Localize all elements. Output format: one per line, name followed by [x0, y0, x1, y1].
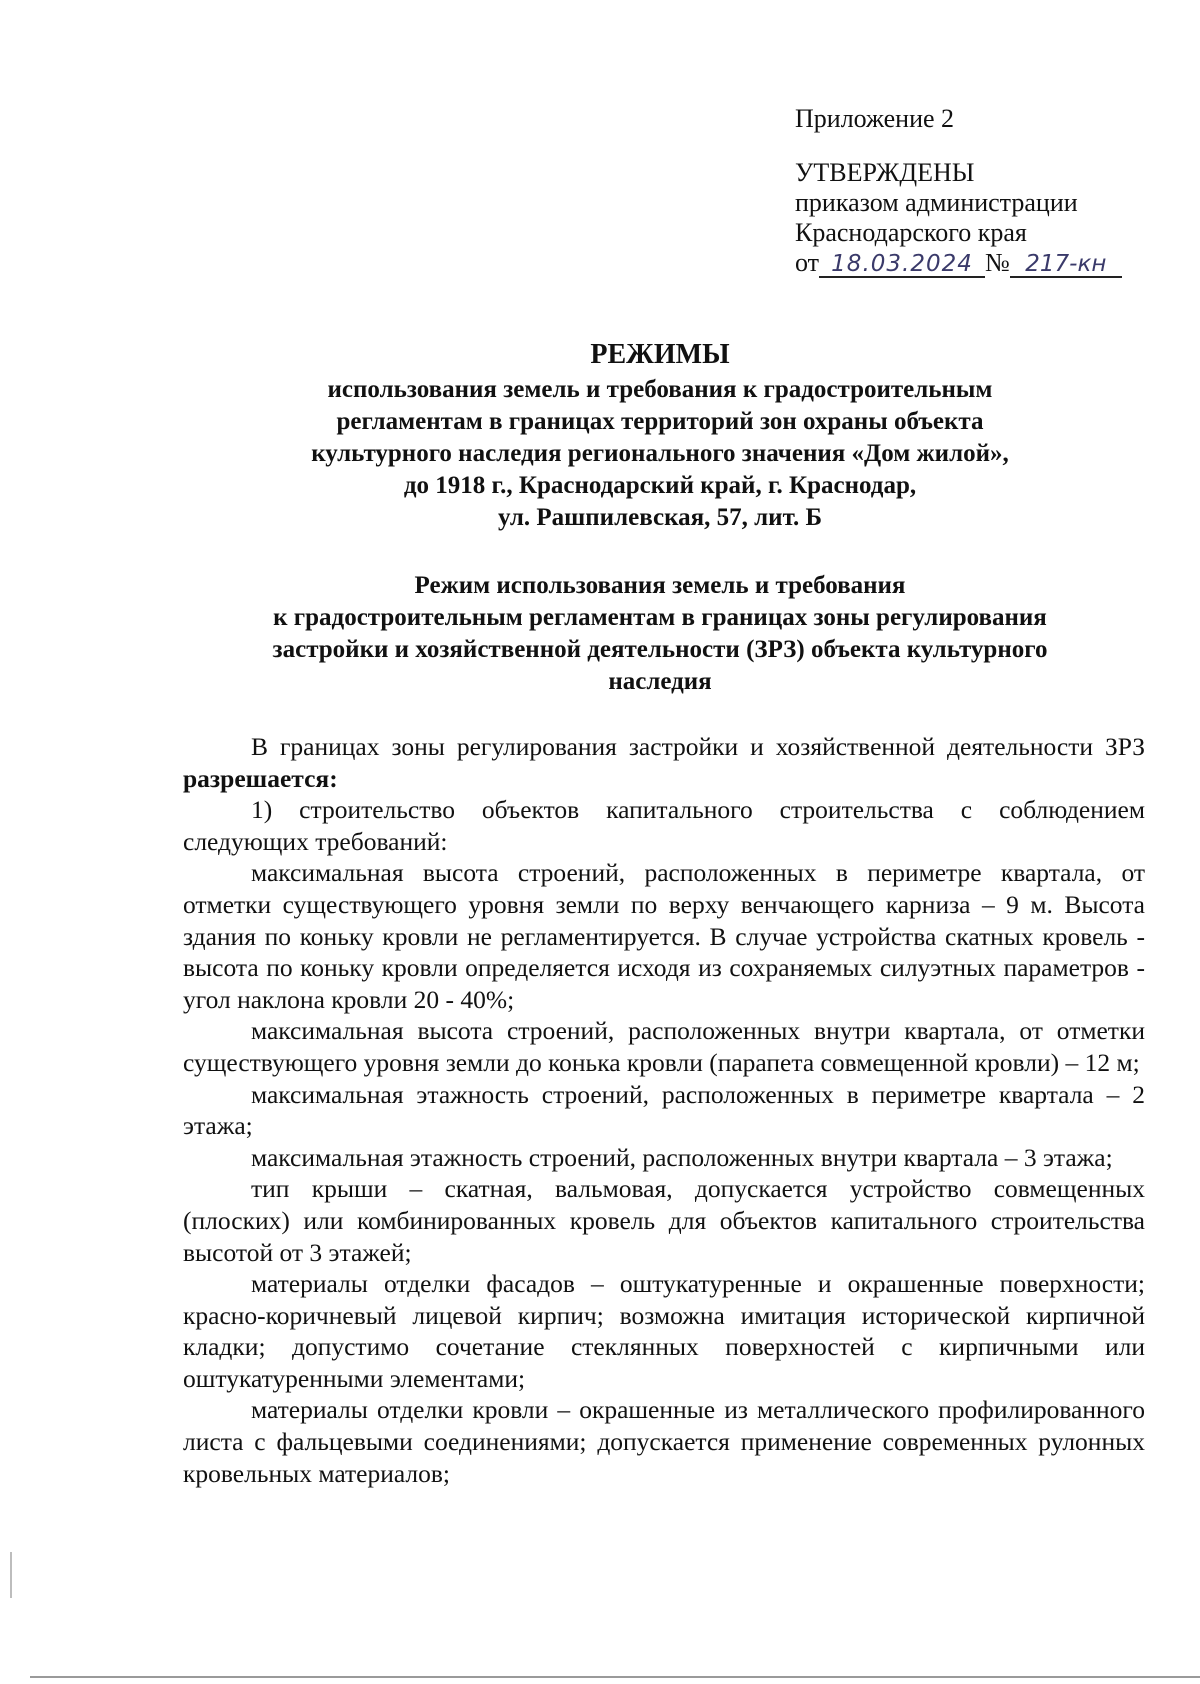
section-title-line: застройки и хозяйственной деятельности (ЗРЗ) объекта культурного — [272, 636, 1048, 663]
document-subtitle — [180, 374, 1140, 534]
paragraph: максимальная высота строений, расположенных внутри квартала, от отметки существующего уровня земли до конька кровли (парапета совмещенной кровли) – 12 м; — [183, 1016, 1145, 1077]
approved-label: УТВЕРЖДЕНЫ — [795, 158, 975, 187]
handwritten-date: 18.03.2024 — [819, 252, 985, 278]
number-prefix: № — [985, 248, 1010, 277]
body-text — [183, 731, 1145, 1489]
paragraph: максимальная этажность строений, расположенных внутри квартала – 3 этажа; — [251, 1142, 1113, 1172]
headings — [180, 338, 1140, 698]
section-title-line: к градостроительным регламентам в границах зоны регулирования — [273, 604, 1047, 631]
spacer — [795, 134, 1122, 158]
subtitle-line: ул. Рашпилевская, 57, лит. Б — [497, 504, 823, 531]
order-line-2: Краснодарского края — [795, 218, 1027, 247]
intro-bold-text: разрешается: — [183, 763, 338, 793]
subtitle-line: регламентам в границах территорий зон охраны объекта — [336, 408, 984, 435]
section-title-line: наследия — [608, 668, 712, 695]
order-date-number — [795, 248, 1122, 278]
paragraph: тип крыши – скатная, вальмовая, допускается устройство совмещенных (плоских) или комбинированных кровель для объектов капитального строительства высотой от 3 этажей; — [183, 1174, 1145, 1267]
subtitle-line: до 1918 г., Краснодарский край, г. Краснодар, — [403, 472, 917, 499]
paragraph: материалы отделки кровли – окрашенные из металлического профилированного листа с фальцевыми соединениями; допускается применение современных рулонных кровельных материалов; — [183, 1395, 1145, 1488]
intro-text: В границах зоны регулирования застройки и хозяйственной деятельности ЗРЗ — [251, 732, 1145, 761]
intro-paragraph — [183, 731, 1145, 794]
margin-mark — [10, 1552, 12, 1598]
appendix-label: Приложение 2 — [795, 104, 955, 133]
section-title-line: Режим использования земель и требования — [414, 572, 906, 599]
scan-edge-line — [30, 1676, 1200, 1678]
document-title: РЕЖИМЫ — [590, 339, 730, 370]
paragraph: максимальная этажность строений, расположенных в периметре квартала – 2 этажа; — [183, 1079, 1145, 1141]
section-title — [180, 570, 1140, 698]
paragraph: материалы отделки фасадов – оштукатуренные и окрашенные поверхности; красно-коричневый лицевой кирпич; возможна имитация исторической кирпичной кладки; допустимо сочетание стеклянных поверхностей с кирпичными или оштукатуренными элементами; — [183, 1269, 1145, 1393]
subtitle-line: культурного наследия регионального значения «Дом жилой», — [311, 440, 1009, 467]
paragraph: 1) строительство объектов капитального строительства с соблюдением следующих требований: — [183, 795, 1145, 856]
paragraph: максимальная высота строений, расположенных в периметре квартала, от отметки существующего уровня земли по верху венчающего карниза – 9 м. Высота здания по коньку кровли не регламентируется. В случае устройства скатных кровель - высота по коньку кровли определяется исходя из сохраняемых силуэтных параметров - угол наклона кровли 20 - 40%; — [183, 858, 1145, 1014]
approval-block — [795, 104, 1122, 278]
subtitle-line: использования земель и требования к градостроительным — [327, 376, 993, 403]
order-line-1: приказом администрации — [795, 188, 1078, 217]
date-prefix: от — [795, 248, 820, 277]
handwritten-number: 217-кн — [1010, 252, 1122, 278]
